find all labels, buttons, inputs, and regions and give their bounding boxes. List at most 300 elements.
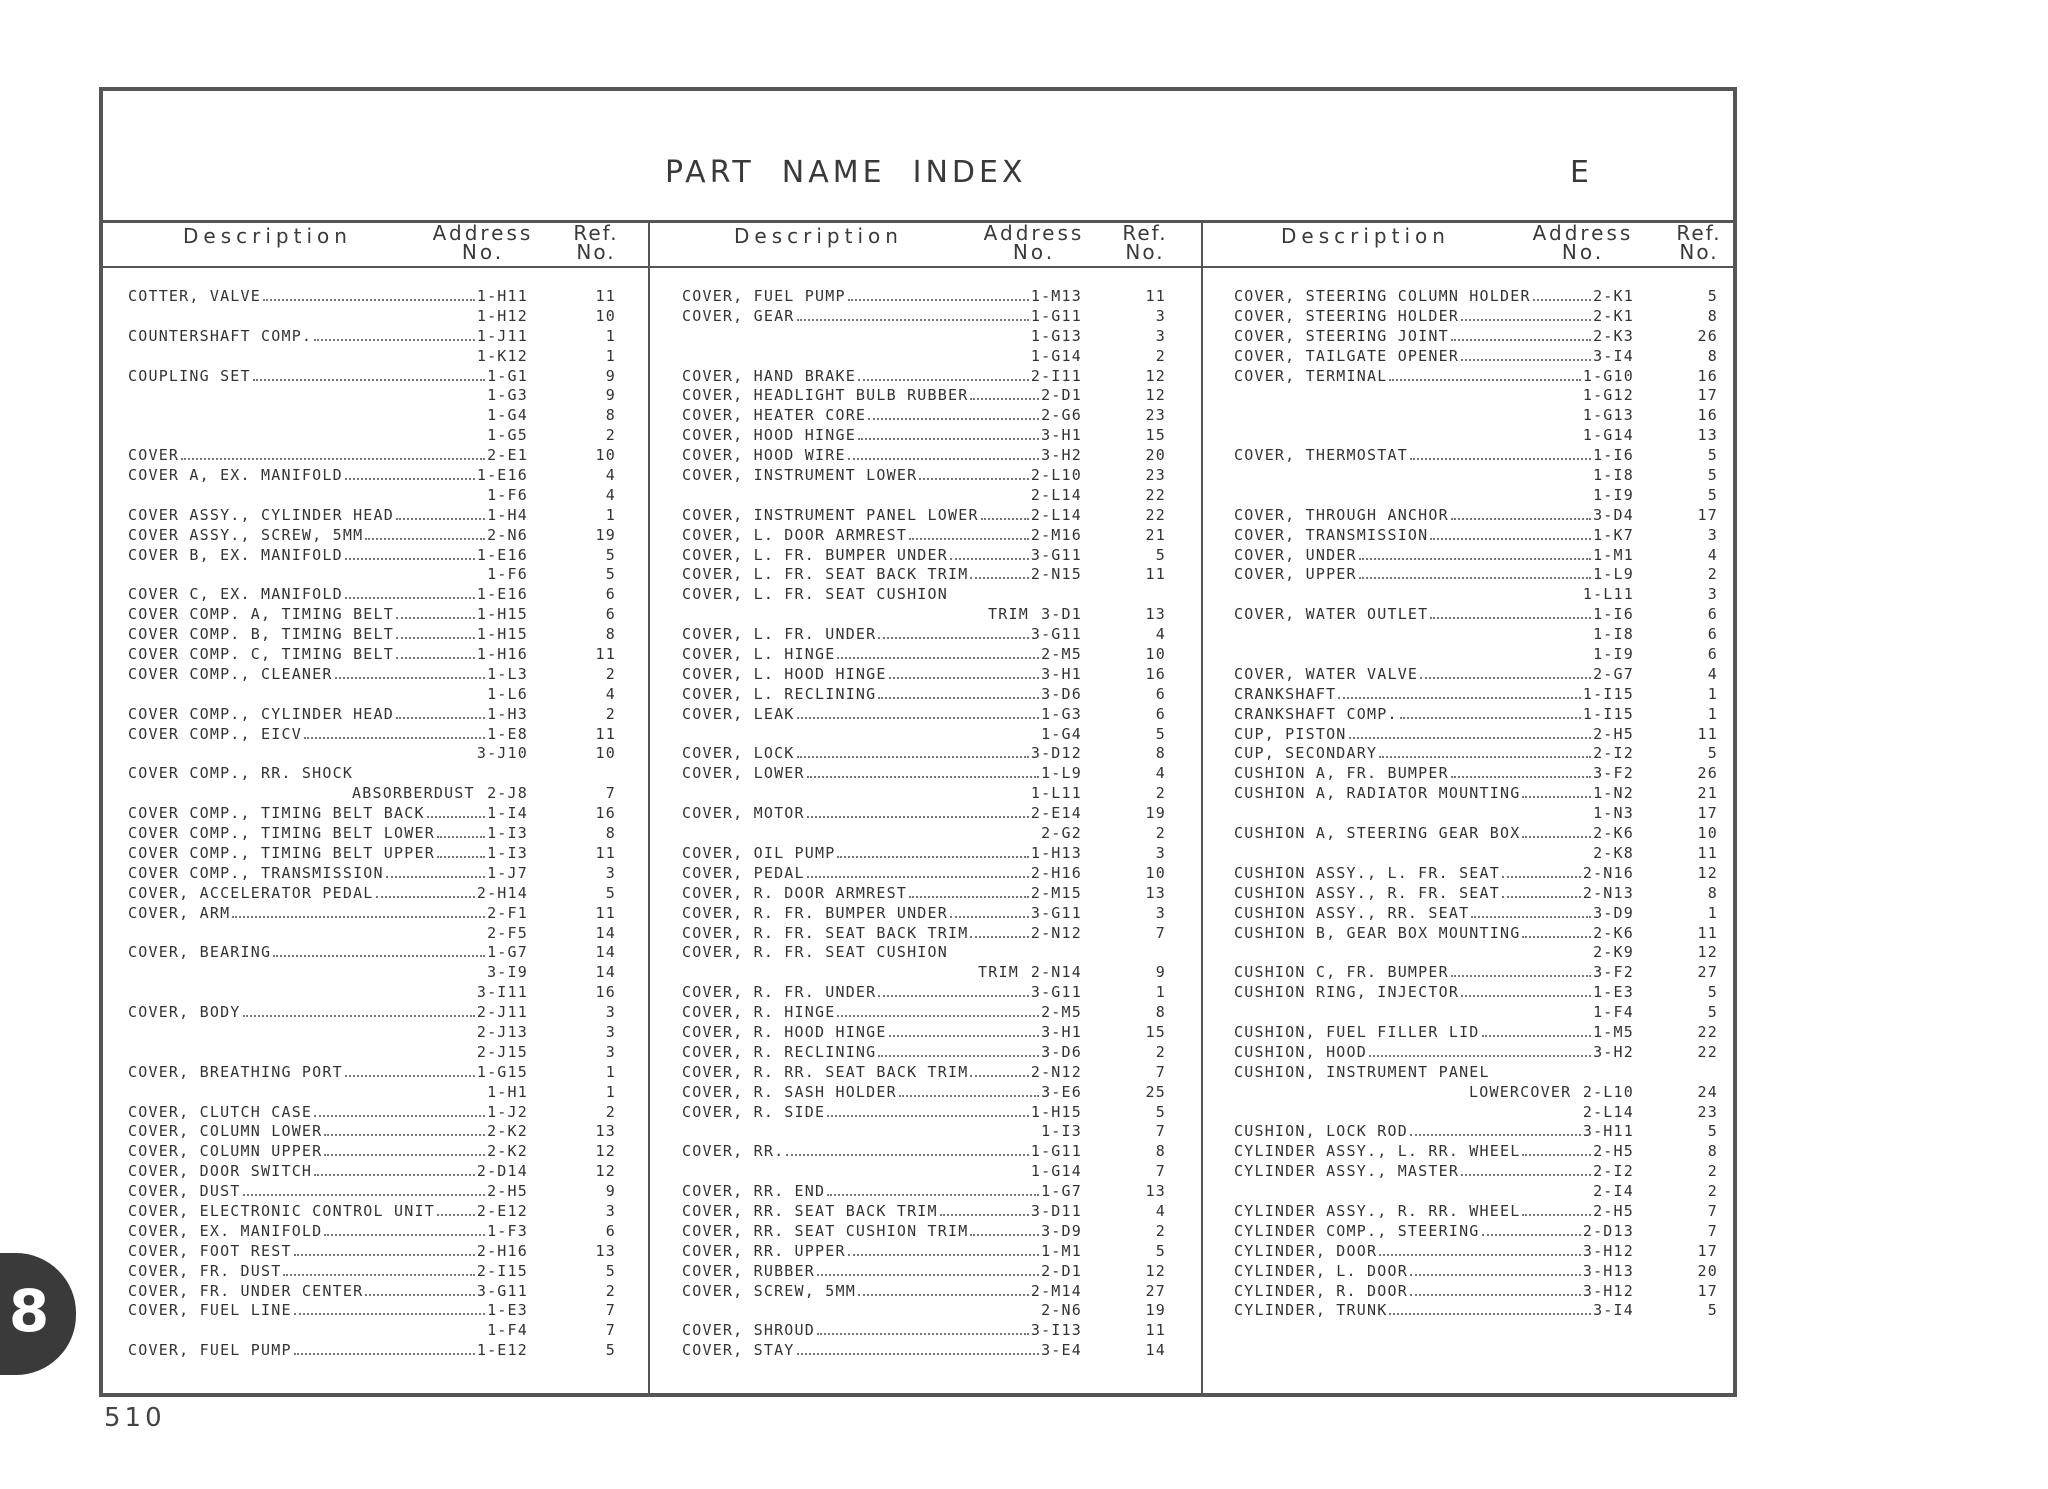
address-number: 3-I4 — [1593, 346, 1634, 365]
dot-leader — [1533, 299, 1591, 301]
index-row — [1234, 1043, 1730, 1063]
index-row — [128, 386, 640, 406]
dot-leader — [314, 339, 475, 341]
address-number: 2-K1 — [1593, 306, 1634, 325]
ref-number: 6 — [1155, 684, 1166, 703]
part-description: COVER COMP., CYLINDER HEAD — [128, 704, 394, 723]
address-number: 1-L9 — [1593, 565, 1634, 584]
dot-leader — [807, 816, 1029, 818]
part-description: COVER, FR. UNDER CENTER — [128, 1281, 364, 1300]
dot-leader — [950, 916, 1029, 918]
part-description: COVER ASSY., CYLINDER HEAD — [128, 505, 394, 524]
part-description: COTTER, VALVE — [128, 287, 261, 305]
ref-number: 3 — [1155, 306, 1166, 325]
index-row — [128, 1301, 640, 1321]
index-row — [128, 1142, 640, 1162]
ref-number: 3 — [605, 1022, 616, 1041]
address-number: 2-H5 — [1593, 724, 1634, 743]
index-row — [1234, 1282, 1730, 1302]
dot-leader — [797, 319, 1029, 321]
address-number: 2-M5 — [1041, 645, 1082, 664]
dot-leader — [1359, 558, 1591, 560]
ref-number: 4 — [605, 485, 616, 504]
index-row — [682, 406, 1194, 426]
index-row — [1234, 526, 1730, 546]
part-description: COVER, SCREW, 5MM — [682, 1281, 856, 1300]
index-row — [682, 665, 1194, 685]
index-row — [1234, 287, 1730, 307]
address-number: 1-G11 — [1030, 1142, 1082, 1161]
ref-number: 19 — [1145, 1301, 1166, 1320]
ref-number: 22 — [1145, 485, 1166, 504]
index-row — [682, 1162, 1194, 1182]
index-row — [682, 1341, 1194, 1361]
dot-leader — [827, 1115, 1029, 1117]
ref-number: 14 — [595, 963, 616, 982]
address-number: 2-L10 — [1030, 466, 1082, 485]
address-number: 2-N13 — [1582, 883, 1634, 902]
ref-number: 1 — [605, 1082, 616, 1101]
index-row — [1234, 426, 1730, 446]
dot-leader — [970, 398, 1039, 400]
ref-number: 14 — [1145, 1341, 1166, 1360]
index-row — [1234, 884, 1730, 904]
index-row — [128, 1282, 640, 1302]
index-row — [128, 844, 640, 864]
ref-number: 1 — [605, 346, 616, 365]
address-number: 2-G6 — [1041, 406, 1082, 425]
index-row — [682, 506, 1194, 526]
index-row — [128, 864, 640, 884]
index-column-2 — [682, 287, 1194, 1361]
ref-number: 5 — [1707, 287, 1718, 305]
address-number: 2-F1 — [487, 903, 528, 922]
address-number: 1-G10 — [1582, 366, 1634, 385]
index-row — [682, 1321, 1194, 1341]
description-header: Description — [1281, 224, 1450, 248]
dot-leader — [1410, 1274, 1581, 1276]
dot-leader — [1522, 936, 1591, 938]
ref-number: 9 — [1155, 963, 1166, 982]
ref-number: 2 — [1155, 346, 1166, 365]
part-description: COVER, STEERING COLUMN HOLDER — [1234, 287, 1531, 305]
address-number: 2-K8 — [1593, 843, 1634, 862]
index-row — [1234, 585, 1730, 605]
address-number: 1-G7 — [1041, 1182, 1082, 1201]
ref-number: 16 — [595, 804, 616, 823]
index-row — [1234, 1202, 1730, 1222]
index-row — [128, 526, 640, 546]
index-row — [1234, 1182, 1730, 1202]
dot-leader — [1502, 896, 1581, 898]
ref-number: 4 — [1155, 1201, 1166, 1220]
ref-number: 5 — [1707, 983, 1718, 1002]
dot-leader — [1461, 359, 1591, 361]
address-number: 2-H5 — [1593, 1201, 1634, 1220]
index-row — [1234, 764, 1730, 784]
index-row — [1234, 625, 1730, 645]
address-number: 1-G14 — [1582, 426, 1634, 445]
ref-number: 27 — [1697, 963, 1718, 982]
address-number: 1-I3 — [487, 824, 528, 843]
part-description: CUSHION RING, INJECTOR — [1234, 983, 1460, 1002]
ref-number: 12 — [595, 1142, 616, 1161]
part-description: COVER, FUEL PUMP — [128, 1341, 292, 1360]
index-row — [128, 1162, 640, 1182]
index-row — [682, 705, 1194, 725]
part-description: COVER, THERMOSTAT — [1234, 446, 1408, 465]
ref-number: 7 — [1155, 1062, 1166, 1081]
index-row — [1234, 1301, 1730, 1321]
address-number: 3-H1 — [1041, 664, 1082, 683]
index-row — [128, 1321, 640, 1341]
part-description: COVER, RR. END — [682, 1182, 826, 1201]
part-description: COVER, WATER OUTLET — [1234, 605, 1429, 624]
part-description: COVER C, EX. MANIFOLD — [128, 585, 343, 604]
ref-number: 3 — [605, 1201, 616, 1220]
index-row — [1234, 446, 1730, 466]
index-row — [1234, 605, 1730, 625]
part-description: COVER, SHROUD — [682, 1321, 815, 1340]
ref-number: 3 — [1155, 903, 1166, 922]
ref-number: 22 — [1145, 505, 1166, 524]
index-row — [1234, 685, 1730, 705]
index-row — [682, 1202, 1194, 1222]
index-row — [682, 486, 1194, 506]
part-description: COVER, INSTRUMENT LOWER — [682, 466, 918, 485]
ref-number: 4 — [1707, 664, 1718, 683]
index-row — [128, 1043, 640, 1063]
address-number: 3-H12 — [1582, 1241, 1634, 1260]
ref-number: 26 — [1697, 764, 1718, 783]
address-number: 1-H12 — [476, 306, 528, 325]
ref-number: 4 — [1155, 625, 1166, 644]
ref-number: 13 — [1145, 883, 1166, 902]
address-number: 3-I11 — [476, 983, 528, 1002]
index-row — [682, 884, 1194, 904]
address-number: 2-L14 — [1582, 1102, 1634, 1121]
ref-number: 5 — [1707, 1003, 1718, 1022]
address-number: 1-J2 — [487, 1102, 528, 1121]
index-row — [682, 983, 1194, 1003]
dot-leader — [1461, 1174, 1591, 1176]
address-number: 3-E4 — [1041, 1341, 1082, 1360]
index-row — [128, 1003, 640, 1023]
address-number: 1-G15 — [476, 1062, 528, 1081]
address-number: 2-E14 — [1030, 804, 1082, 823]
address-number: 1-I8 — [1593, 466, 1634, 485]
address-number: 1-M13 — [1030, 287, 1082, 305]
part-description: COVER, OIL PUMP — [682, 843, 836, 862]
dot-leader — [345, 478, 475, 480]
dot-leader — [345, 597, 475, 599]
address-number: 1-L6 — [487, 684, 528, 703]
address-number: 1-I3 — [1041, 1122, 1082, 1141]
dot-leader — [396, 637, 475, 639]
part-description: COVER, L. FR. UNDER — [682, 625, 877, 644]
ref-number: 11 — [1145, 565, 1166, 584]
dot-leader — [365, 1294, 475, 1296]
index-row — [128, 1341, 640, 1361]
dot-leader — [396, 657, 475, 659]
address-number: 1-E3 — [487, 1301, 528, 1320]
address-number: 3-G11 — [1030, 983, 1082, 1002]
index-row — [128, 406, 640, 426]
index-row — [128, 585, 640, 605]
address-header-line2: No. — [1561, 240, 1605, 264]
dot-leader — [970, 1234, 1039, 1236]
index-row — [682, 804, 1194, 824]
index-row — [128, 645, 640, 665]
address-number: 2-H14 — [476, 883, 528, 902]
dot-leader — [396, 717, 485, 719]
index-row — [128, 685, 640, 705]
index-row — [128, 943, 640, 963]
address-number: 1-G4 — [487, 406, 528, 425]
ref-number: 5 — [1707, 446, 1718, 465]
address-number: 1-H3 — [487, 704, 528, 723]
index-row — [128, 486, 640, 506]
part-description: COVER, RR. SEAT CUSHION TRIM — [682, 1221, 969, 1240]
address-number: 1-G3 — [487, 386, 528, 405]
part-description: CUSHION C, FR. BUMPER — [1234, 963, 1449, 982]
index-row — [1234, 844, 1730, 864]
ref-number: 7 — [605, 784, 616, 803]
address-number: 2-D1 — [1041, 386, 1082, 405]
ref-number: 12 — [1145, 386, 1166, 405]
ref-number: 11 — [1145, 1321, 1166, 1340]
address-number: 2-I2 — [1593, 1162, 1634, 1181]
description-header: Description — [734, 224, 903, 248]
ref-number: 2 — [1707, 1182, 1718, 1201]
address-number: 2-N6 — [1041, 1301, 1082, 1320]
index-row — [682, 1142, 1194, 1162]
address-number: 1-M5 — [1593, 1022, 1634, 1041]
dot-leader — [970, 1075, 1029, 1077]
ref-number: 25 — [1145, 1082, 1166, 1101]
address-number: 1-H15 — [476, 625, 528, 644]
index-row — [128, 1083, 640, 1103]
dot-leader — [807, 876, 1029, 878]
part-description: COVER COMP. C, TIMING BELT — [128, 645, 394, 664]
part-description: COVER, R. FR. SEAT BACK TRIM — [682, 923, 969, 942]
dot-leader — [1502, 876, 1581, 878]
part-description: CRANKSHAFT COMP. — [1234, 704, 1398, 723]
index-row — [682, 1003, 1194, 1023]
dot-leader — [950, 558, 1029, 560]
ref-number: 10 — [595, 744, 616, 763]
address-number: 1-G12 — [1582, 386, 1634, 405]
dot-leader — [1461, 319, 1591, 321]
index-row — [1234, 1122, 1730, 1142]
ref-number: 7 — [1707, 1221, 1718, 1240]
address-number: 3-H11 — [1582, 1122, 1634, 1141]
index-row — [128, 804, 640, 824]
index-row — [1234, 804, 1730, 824]
ref-number: 5 — [1707, 1301, 1718, 1320]
part-description: COVER, TRANSMISSION — [1234, 525, 1429, 544]
ref-number: 5 — [605, 545, 616, 564]
dot-leader — [253, 379, 485, 381]
ref-number: 2 — [605, 426, 616, 445]
address-number: 1-G13 — [1030, 326, 1082, 345]
index-row — [1234, 1162, 1730, 1182]
address-number: 1-F6 — [487, 565, 528, 584]
index-row — [128, 506, 640, 526]
index-row — [128, 287, 640, 307]
dot-leader — [1451, 975, 1591, 977]
part-description: CUP, SECONDARY — [1234, 744, 1378, 763]
part-description: COVER COMP. B, TIMING BELT — [128, 625, 394, 644]
part-description: COVER, RR. SEAT BACK TRIM — [682, 1201, 938, 1220]
address-number: 1-I15 — [1582, 684, 1634, 703]
index-row — [1234, 924, 1730, 944]
ref-number: 8 — [1155, 1003, 1166, 1022]
ref-number: 5 — [605, 565, 616, 584]
part-description: CUSHION B, GEAR BOX MOUNTING — [1234, 923, 1521, 942]
part-description: COVER, HEATER CORE — [682, 406, 867, 425]
index-row — [682, 625, 1194, 645]
index-row — [682, 426, 1194, 446]
address-number: 1-H15 — [1030, 1102, 1082, 1121]
ref-header-line1: Ref. — [1122, 221, 1168, 245]
address-number: 1-G14 — [1030, 1162, 1082, 1181]
part-description: COVER — [128, 446, 180, 465]
dot-leader — [1482, 1234, 1581, 1236]
ref-number: 8 — [605, 824, 616, 843]
ref-number: 17 — [1697, 386, 1718, 405]
ref-number: 7 — [1155, 1162, 1166, 1181]
ref-number: 3 — [1155, 326, 1166, 345]
part-description: COVER ASSY., SCREW, 5MM — [128, 525, 364, 544]
ref-number: 2 — [1707, 1162, 1718, 1181]
index-row — [1234, 1142, 1730, 1162]
ref-number: 17 — [1697, 1241, 1718, 1260]
dot-leader — [797, 717, 1039, 719]
address-number: 3-F2 — [1593, 764, 1634, 783]
part-description: CUSHION ASSY., L. FR. SEAT — [1234, 863, 1500, 882]
index-row — [128, 605, 640, 625]
index-row — [1234, 824, 1730, 844]
dot-leader — [858, 379, 1029, 381]
address-number: 2-G2 — [1041, 824, 1082, 843]
index-row — [682, 367, 1194, 387]
index-row — [128, 884, 640, 904]
address-number: 2-K9 — [1593, 943, 1634, 962]
index-row — [1234, 386, 1730, 406]
part-description: COVER, HOOD HINGE — [682, 426, 856, 445]
index-row — [682, 585, 1194, 605]
index-row — [128, 466, 640, 486]
ref-number: 7 — [1707, 1201, 1718, 1220]
address-number: 2-N12 — [1030, 923, 1082, 942]
part-description: COVER COMP., TIMING BELT UPPER — [128, 843, 435, 862]
address-number: 1-L11 — [1582, 585, 1634, 604]
dot-leader — [283, 1274, 475, 1276]
address-number: 3-D12 — [1030, 744, 1082, 763]
index-row — [682, 1222, 1194, 1242]
part-description: COVER, BREATHING PORT — [128, 1062, 343, 1081]
dot-leader — [1430, 538, 1591, 540]
address-number: 2-J11 — [476, 1003, 528, 1022]
part-description: ABSORBERDUST — [352, 784, 475, 803]
index-row — [128, 1262, 640, 1282]
dot-leader — [1522, 1154, 1591, 1156]
address-header — [423, 221, 543, 264]
index-row — [682, 466, 1194, 486]
dot-leader — [324, 1134, 485, 1136]
dot-leader — [878, 1055, 1039, 1057]
address-number: 1-M1 — [1041, 1241, 1082, 1260]
ref-header-line2: No. — [1125, 240, 1165, 264]
index-row — [682, 287, 1194, 307]
ref-number: 11 — [595, 724, 616, 743]
ref-number: 17 — [1697, 804, 1718, 823]
dot-leader — [878, 697, 1039, 699]
part-description: COVER, R. SASH HOLDER — [682, 1082, 897, 1101]
address-number: 2-I2 — [1593, 744, 1634, 763]
address-number: 3-H1 — [1041, 1022, 1082, 1041]
dot-leader — [1522, 1214, 1591, 1216]
ref-number: 3 — [1707, 525, 1718, 544]
part-description: COVER, ELECTRONIC CONTROL UNIT — [128, 1201, 435, 1220]
index-row — [682, 645, 1194, 665]
dot-leader — [1410, 458, 1591, 460]
ref-number: 6 — [1707, 625, 1718, 644]
dot-leader — [365, 538, 485, 540]
index-row — [1234, 1063, 1730, 1083]
ref-number: 8 — [605, 625, 616, 644]
address-number: 3-I9 — [487, 963, 528, 982]
ref-number: 8 — [605, 406, 616, 425]
column-divider-1 — [648, 221, 650, 1396]
ref-header-line1: Ref. — [573, 221, 619, 245]
part-description: COVER, R. DOOR ARMREST — [682, 883, 908, 902]
address-number: 2-J8 — [487, 784, 528, 803]
index-row — [682, 386, 1194, 406]
address-number: 1-G1 — [487, 366, 528, 385]
dot-leader — [1400, 717, 1581, 719]
part-description: CUSHION, INSTRUMENT PANEL — [1234, 1062, 1490, 1081]
address-number: 2-N14 — [1030, 963, 1082, 982]
ref-number: 5 — [605, 1261, 616, 1280]
address-number: 2-L14 — [1030, 485, 1082, 504]
address-number: 2-E1 — [487, 446, 528, 465]
dot-leader — [324, 1154, 485, 1156]
part-description: COVER, EX. MANIFOLD — [128, 1221, 323, 1240]
address-number: 2-D14 — [476, 1162, 528, 1181]
address-number: 1-F6 — [487, 485, 528, 504]
ref-number: 11 — [595, 645, 616, 664]
part-description: COVER, L. FR. BUMPER UNDER — [682, 545, 948, 564]
dot-leader — [878, 995, 1029, 997]
address-number: 1-I9 — [1593, 645, 1634, 664]
index-row — [1234, 645, 1730, 665]
part-description: COVER, R. FR. UNDER — [682, 983, 877, 1002]
ref-number: 3 — [1707, 585, 1718, 604]
dot-leader — [427, 816, 485, 818]
ref-number: 5 — [1155, 724, 1166, 743]
ref-number: 16 — [595, 983, 616, 1002]
dot-leader — [314, 1174, 475, 1176]
part-description: COVER, L. RECLINING — [682, 684, 877, 703]
ref-number: 8 — [1707, 346, 1718, 365]
dot-leader — [335, 677, 485, 679]
address-number: 3-J10 — [476, 744, 528, 763]
address-number: 1-L11 — [1030, 784, 1082, 803]
ref-number: 7 — [1155, 923, 1166, 942]
address-number: 3-G11 — [1030, 625, 1082, 644]
